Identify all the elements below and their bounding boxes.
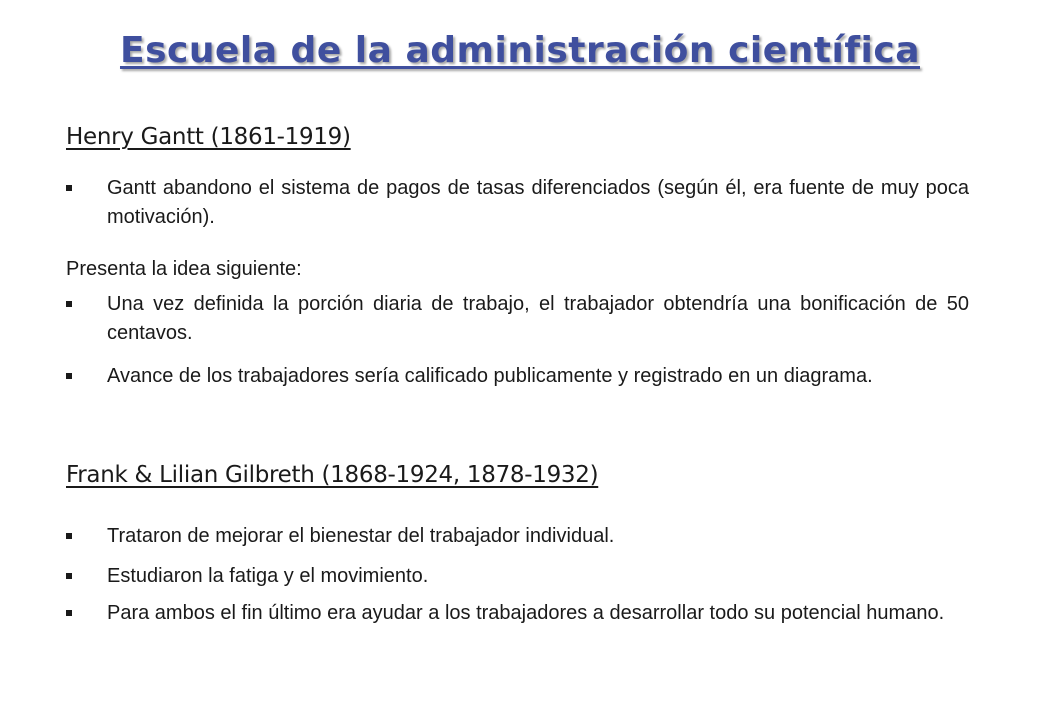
bullet-square-icon bbox=[66, 573, 72, 579]
gantt-bullet-2 bbox=[66, 290, 969, 348]
bullet-square-icon bbox=[66, 610, 72, 616]
gilbreth-bullet-1 bbox=[66, 522, 969, 551]
gilbreth-heading: Frank & Lilian Gilbreth (1868-1924, 1878-1932) bbox=[66, 462, 599, 488]
gilbreth-bullet-1-text: Trataron de mejorar el bienestar del trabajador individual. bbox=[107, 525, 615, 547]
gantt-heading: Henry Gantt (1861-1919) bbox=[66, 124, 351, 150]
gilbreth-bullet-2 bbox=[66, 562, 969, 591]
gilbreth-bullet-2-text: Estudiaron la fatiga y el movimiento. bbox=[107, 565, 429, 587]
bullet-square-icon bbox=[66, 533, 72, 539]
gantt-bullet-1-text: Gantt abandono el sistema de pagos de tasas diferenciados (según él, era fuente de muy poca motivación). bbox=[107, 177, 969, 228]
gantt-bullet-3-text: Avance de los trabajadores sería calificado publicamente y registrado en un diagrama. bbox=[107, 365, 873, 387]
bullet-square-icon bbox=[66, 373, 72, 379]
gantt-bullet-1 bbox=[66, 174, 969, 232]
bullet-square-icon bbox=[66, 301, 72, 307]
gilbreth-bullet-3-text: Para ambos el fin último era ayudar a los trabajadores a desarrollar todo su potencial humano. bbox=[107, 602, 945, 624]
gilbreth-bullet-3 bbox=[66, 599, 969, 628]
gantt-intro: Presenta la idea siguiente: bbox=[66, 258, 302, 280]
gantt-bullet-2-text: Una vez definida la porción diaria de trabajo, el trabajador obtendría una bonificación de 50 centavos. bbox=[107, 293, 969, 344]
bullet-square-icon bbox=[66, 185, 72, 191]
page-title: Escuela de la administración científica bbox=[119, 30, 920, 71]
gantt-bullet-3 bbox=[66, 362, 969, 391]
